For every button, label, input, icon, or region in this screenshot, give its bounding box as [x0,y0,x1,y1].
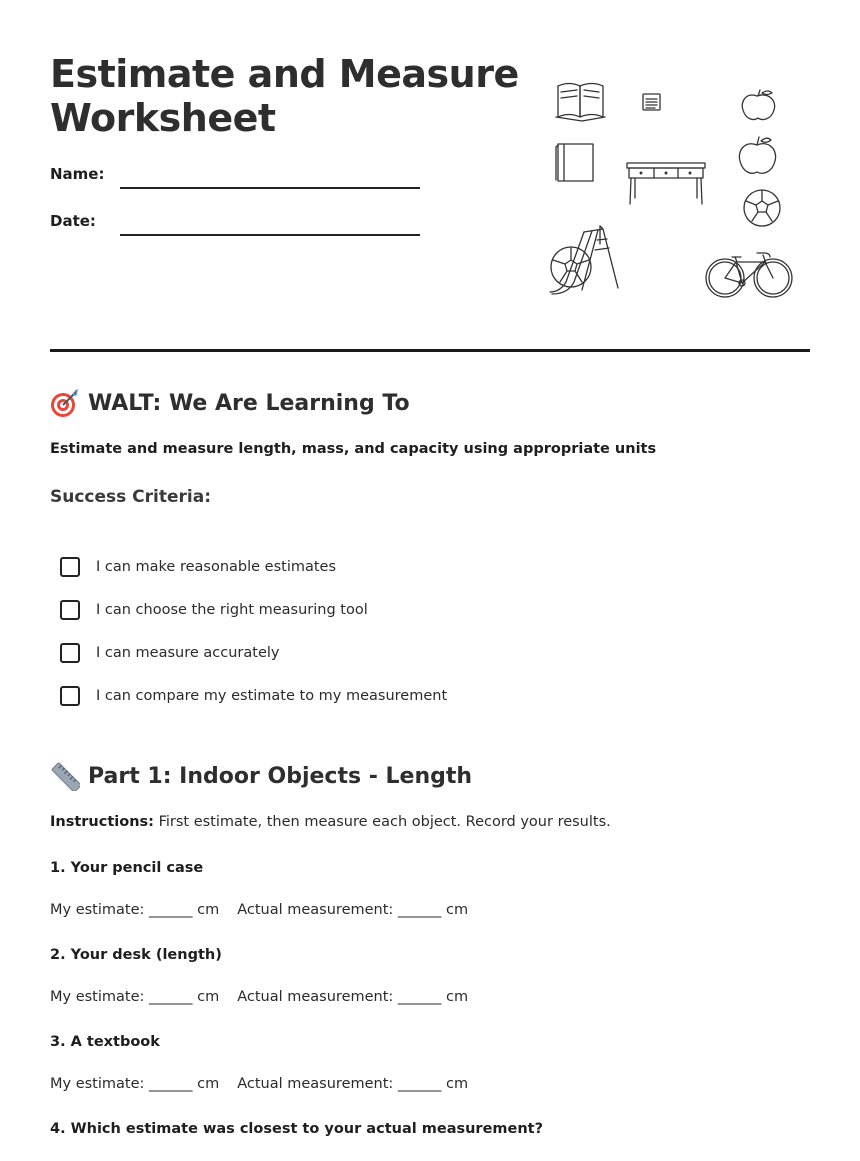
walt-heading-text: WALT: We Are Learning To [88,390,410,416]
instructions-label: Instructions: [50,814,154,830]
date-label: Date: [50,212,96,230]
part1-heading-text: Part 1: Indoor Objects - Length [88,763,473,789]
closed-book-icon [556,144,593,181]
part1-heading [50,761,472,791]
criteria-checkbox[interactable] [60,557,80,577]
criteria-item [60,600,368,620]
name-field[interactable] [120,187,420,189]
instructions-text: First estimate, then measure each object. Record your results. [153,814,611,830]
measurement-line [50,989,468,1005]
apple-icon [742,90,774,119]
notepad-icon [643,94,660,110]
page-title: Estimate and Measure Worksheet [50,52,519,140]
estimate-field[interactable]: My estimate: ______ cm [50,902,220,918]
actual-field[interactable]: Actual measurement: ______ cm [237,1076,469,1092]
ruler-icon [50,761,80,791]
actual-field[interactable]: Actual measurement: ______ cm [237,989,469,1005]
measurement-line [50,1076,468,1092]
criteria-checkbox[interactable] [60,600,80,620]
criteria-label: I can compare my estimate to my measurement [96,688,448,704]
estimate-field[interactable]: My estimate: ______ cm [50,989,220,1005]
target-icon [50,388,80,418]
objects-illustration [540,70,810,310]
criteria-item [60,643,279,663]
criteria-item [60,557,336,577]
open-book-icon [556,84,605,122]
measurement-line [50,902,468,918]
criteria-label: I can make reasonable estimates [96,559,337,575]
question-label: 1. Your pencil case [50,860,204,876]
criteria-item [60,686,447,706]
walt-statement: Estimate and measure length, mass, and capacity using appropriate units [50,441,657,457]
soccer-ball-icon [744,190,780,226]
question-label: 3. A textbook [50,1034,160,1050]
apple-icon [739,137,775,173]
criteria-label: I can measure accurately [96,645,280,661]
name-label: Name: [50,165,105,183]
criteria-checkbox[interactable] [60,643,80,663]
criteria-checkbox[interactable] [60,686,80,706]
desk-icon [627,163,705,204]
instructions [50,814,611,830]
slide-and-ball-icon [550,226,618,294]
question-label: 4. Which estimate was closest to your actual measurement? [50,1121,544,1137]
actual-field[interactable]: Actual measurement: ______ cm [237,902,469,918]
question-label: 2. Your desk (length) [50,947,222,963]
walt-heading [50,388,410,418]
section-divider [50,349,810,352]
criteria-label: I can choose the right measuring tool [96,602,368,618]
date-field[interactable] [120,234,420,236]
estimate-field[interactable]: My estimate: ______ cm [50,1076,220,1092]
bicycle-icon [706,253,792,297]
success-criteria-heading: Success Criteria: [50,487,212,507]
